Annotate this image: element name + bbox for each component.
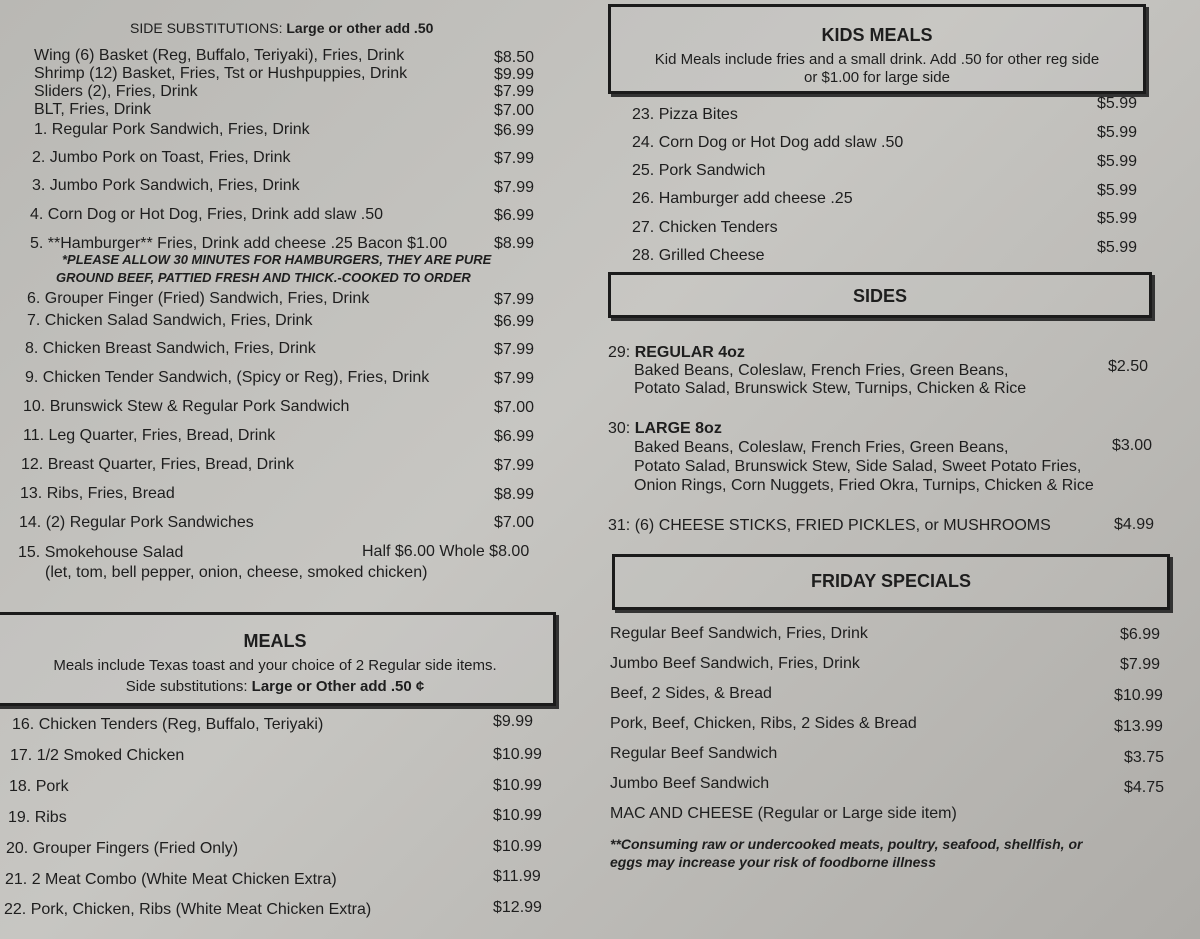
- menu-item-price: $9.99: [493, 713, 534, 730]
- menu-item-price: $5.99: [1097, 210, 1138, 227]
- menu-item-price: $7.99: [494, 179, 535, 196]
- menu-item: 28. Grilled Cheese: [632, 247, 765, 264]
- menu-item-price: $10.99: [1114, 687, 1163, 704]
- menu-item-price: $4.75: [1124, 779, 1165, 796]
- sides-title: SIDES: [852, 286, 908, 306]
- meals-line2: Side substitutions: Large or Other add .50 ¢: [125, 678, 425, 695]
- meals-box: [0, 612, 556, 706]
- menu-item: 8. Chicken Breast Sandwich, Fries, Drink: [25, 340, 316, 357]
- menu-item: Sliders (2), Fries, Drink: [34, 83, 198, 100]
- salad-detail: (let, tom, bell pepper, onion, cheese, smoked chicken): [45, 564, 428, 581]
- menu-item-price: $7.99: [494, 370, 535, 387]
- menu-item: Jumbo Beef Sandwich, Fries, Drink: [610, 655, 860, 672]
- salad-price: Half $6.00 Whole $8.00: [362, 543, 530, 560]
- menu-item: 11. Leg Quarter, Fries, Bread, Drink: [23, 427, 276, 444]
- sides-regular-price: $2.50: [1108, 358, 1149, 375]
- sides-large-line: Onion Rings, Corn Nuggets, Fried Okra, Turnips, Chicken & Rice: [634, 477, 1094, 494]
- menu-item-price: $5.99: [1097, 95, 1138, 112]
- menu-item: 22. Pork, Chicken, Ribs (White Meat Chicken Extra): [4, 901, 372, 918]
- menu-item-price: $7.99: [494, 457, 535, 474]
- menu-item-price: $13.99: [1114, 718, 1163, 735]
- right-column: [600, 0, 1200, 939]
- kids-line2: or $1.00 for large side: [804, 69, 950, 86]
- menu-item-price: $10.99: [493, 746, 542, 763]
- menu-item-price: $6.99: [494, 428, 535, 445]
- meals-title: MEALS: [243, 631, 307, 651]
- menu-item: Pork, Beef, Chicken, Ribs, 2 Sides & Bread: [610, 715, 917, 732]
- friday-specials-box: [612, 554, 1170, 610]
- side-substitutions-header: SIDE SUBSTITUTIONS: Large or other add .50: [130, 20, 434, 36]
- menu-item: 5. **Hamburger** Fries, Drink add cheese .25 Bacon $1.00: [30, 235, 448, 252]
- warning-line: **Consuming raw or undercooked meats, poultry, seafood, shellfish, or: [610, 836, 1083, 852]
- kids-meals-box: [608, 4, 1146, 94]
- menu-item: 21. 2 Meat Combo (White Meat Chicken Extra): [5, 871, 337, 888]
- menu-item-price: $7.00: [494, 514, 535, 531]
- menu-item-price: $9.99: [494, 66, 535, 83]
- kids-title: KIDS MEALS: [821, 25, 933, 45]
- menu-item: 14. (2) Regular Pork Sandwiches: [19, 514, 254, 531]
- menu-item-price: $11.99: [493, 868, 541, 885]
- menu-item-price: $5.99: [1097, 239, 1138, 256]
- menu-item: 18. Pork: [9, 778, 69, 795]
- menu-item: 9. Chicken Tender Sandwich, (Spicy or Reg), Fries, Drink: [25, 369, 430, 386]
- menu-item: 6. Grouper Finger (Fried) Sandwich, Fries, Drink: [27, 290, 370, 307]
- menu-item-price: $8.99: [494, 235, 535, 252]
- menu-item-price: $8.50: [494, 49, 535, 66]
- warning-line: eggs may increase your risk of foodborne illness: [610, 854, 936, 870]
- salad-name: 15. Smokehouse Salad: [18, 544, 184, 561]
- menu-item: 27. Chicken Tenders: [632, 219, 778, 236]
- menu-item-price: $10.99: [493, 777, 542, 794]
- menu-item-price: $10.99: [493, 838, 542, 855]
- menu-item: Regular Beef Sandwich, Fries, Drink: [610, 625, 868, 642]
- menu-item-price: $7.99: [494, 150, 535, 167]
- menu-item: 12. Breast Quarter, Fries, Bread, Drink: [21, 456, 294, 473]
- menu-item-price: $7.00: [494, 399, 535, 416]
- menu-item-price: $7.99: [494, 83, 535, 100]
- menu-item-price: $5.99: [1097, 153, 1138, 170]
- menu-item-price: $7.99: [494, 341, 535, 358]
- sides-regular-line: Baked Beans, Coleslaw, French Fries, Green Beans,: [634, 362, 1009, 379]
- menu-item-price: $10.99: [493, 807, 542, 824]
- menu-item-price: $6.99: [494, 207, 535, 224]
- menu-item: 16. Chicken Tenders (Reg, Buffalo, Teriyaki): [12, 716, 324, 733]
- sides-large-line: Potato Salad, Brunswick Stew, Side Salad, Sweet Potato Fries,: [634, 458, 1082, 475]
- sides-large-line: Baked Beans, Coleslaw, French Fries, Green Beans,: [634, 439, 1009, 456]
- menu-item: BLT, Fries, Drink: [34, 101, 152, 118]
- menu-item-price: $8.99: [494, 486, 535, 503]
- cheese-sticks-price: $4.99: [1114, 516, 1155, 533]
- menu-item: 17. 1/2 Smoked Chicken: [10, 747, 185, 764]
- menu-item: 4. Corn Dog or Hot Dog, Fries, Drink add slaw .50: [30, 206, 384, 223]
- menu-item: 19. Ribs: [8, 809, 67, 826]
- menu-item: Shrimp (12) Basket, Fries, Tst or Hushpuppies, Drink: [34, 65, 408, 82]
- meals-line1: Meals include Texas toast and your choice of 2 Regular side items.: [53, 657, 497, 674]
- menu-item: 10. Brunswick Stew & Regular Pork Sandwich: [23, 398, 350, 415]
- menu-item: 1. Regular Pork Sandwich, Fries, Drink: [34, 121, 310, 138]
- menu-item: Beef, 2 Sides, & Bread: [610, 685, 772, 702]
- menu-item-price: $6.99: [1120, 626, 1161, 643]
- menu-item: Wing (6) Basket (Reg, Buffalo, Teriyaki), Fries, Drink: [34, 47, 405, 64]
- cheese-sticks-item: 31: (6) CHEESE STICKS, FRIED PICKLES, or MUSHROOMS: [608, 517, 1051, 534]
- menu-item-price: $6.99: [494, 122, 535, 139]
- menu-item: 13. Ribs, Fries, Bread: [20, 485, 175, 502]
- sides-regular-heading: 29: REGULAR 4oz: [608, 344, 745, 361]
- sides-box: [608, 272, 1152, 318]
- menu-item-price: $5.99: [1097, 182, 1138, 199]
- menu-item-price: $6.99: [494, 313, 535, 330]
- sides-large-heading: 30: LARGE 8oz: [608, 420, 722, 437]
- menu-item: 7. Chicken Salad Sandwich, Fries, Drink: [27, 312, 313, 329]
- menu-item: Regular Beef Sandwich: [610, 745, 778, 762]
- menu-item: 23. Pizza Bites: [632, 106, 738, 123]
- menu-item-price: $3.75: [1124, 749, 1165, 766]
- hamburger-note-line: GROUND BEEF, PATTIED FRESH AND THICK.-COOKED TO ORDER: [56, 270, 471, 285]
- menu-item-price: $5.99: [1097, 124, 1138, 141]
- menu-item: 20. Grouper Fingers (Fried Only): [6, 840, 239, 857]
- menu-item-price: $7.00: [494, 102, 535, 119]
- sides-large-price: $3.00: [1112, 437, 1153, 454]
- menu-item: Jumbo Beef Sandwich: [610, 775, 770, 792]
- hamburger-note-line: *PLEASE ALLOW 30 MINUTES FOR HAMBURGERS, THEY ARE PURE: [62, 252, 492, 267]
- menu-item: 25. Pork Sandwich: [632, 162, 766, 179]
- friday-title: FRIDAY SPECIALS: [810, 571, 972, 591]
- menu-item: MAC AND CHEESE (Regular or Large side item): [610, 805, 957, 822]
- kids-line1: Kid Meals include fries and a small drink. Add .50 for other reg side: [654, 51, 1100, 68]
- menu-item-price: $7.99: [494, 291, 535, 308]
- menu-item: 26. Hamburger add cheese .25: [632, 190, 853, 207]
- menu-item-price: $12.99: [493, 899, 542, 916]
- menu-item-price: $7.99: [1120, 656, 1161, 673]
- sides-regular-line: Potato Salad, Brunswick Stew, Turnips, Chicken & Rice: [634, 380, 1027, 397]
- menu-item: 3. Jumbo Pork Sandwich, Fries, Drink: [32, 177, 300, 194]
- menu-item: 24. Corn Dog or Hot Dog add slaw .50: [632, 134, 904, 151]
- menu-item: 2. Jumbo Pork on Toast, Fries, Drink: [32, 149, 291, 166]
